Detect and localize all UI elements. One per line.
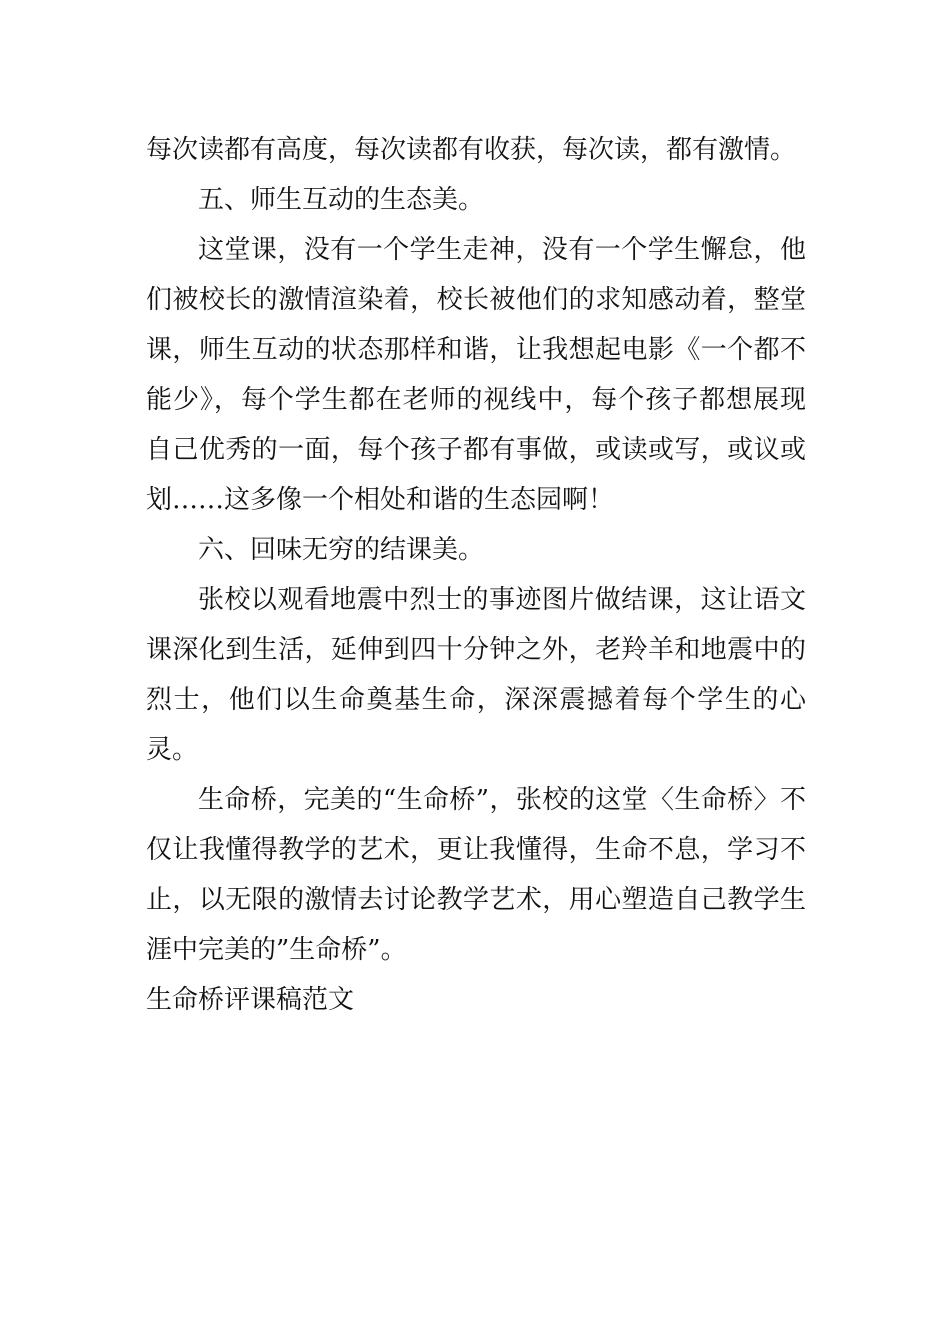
document-footer-title: 生命桥评课稿范文 [146, 985, 355, 1015]
paragraph-continuation: 每次读都有高度，每次读都有收获，每次读，都有激情。 [146, 135, 797, 165]
paragraph-ending: 张校以观看地震中烈士的事迹图片做结课，这让语文课深化到生活，延伸到四十分钟之外，老羚羊和地震中的烈士，他们以生命奠基生命，深深震撼着每个学生的心灵。 [146, 585, 806, 765]
document-body [146, 125, 806, 1025]
paragraph-interaction: 这堂课，没有一个学生走神，没有一个学生懈怠，他们被校长的激情渲染着，校长被他们的求知感动着，整堂课，师生互动的状态那样和谐，让我想起电影《一个都不能少》，每个学生都在老师的视线中，每个孩子都想展现自己优秀的一面，每个孩子都有事做，或读或写，或议或划……这多像一个相处和谐的生态园啊！ [146, 235, 806, 515]
section-heading-5: 五、师生互动的生态美。 [198, 185, 485, 215]
paragraph-conclusion: 生命桥，完美的“生命桥”，张校的这堂〈生命桥〉不仅让我懂得教学的艺术，更让我懂得，生命不息，学习不止，以无限的激情去讨论教学艺术，用心塑造自己教学生涯中完美的”生命桥”。 [146, 785, 806, 965]
section-heading-6: 六、回味无穷的结课美。 [198, 535, 485, 565]
